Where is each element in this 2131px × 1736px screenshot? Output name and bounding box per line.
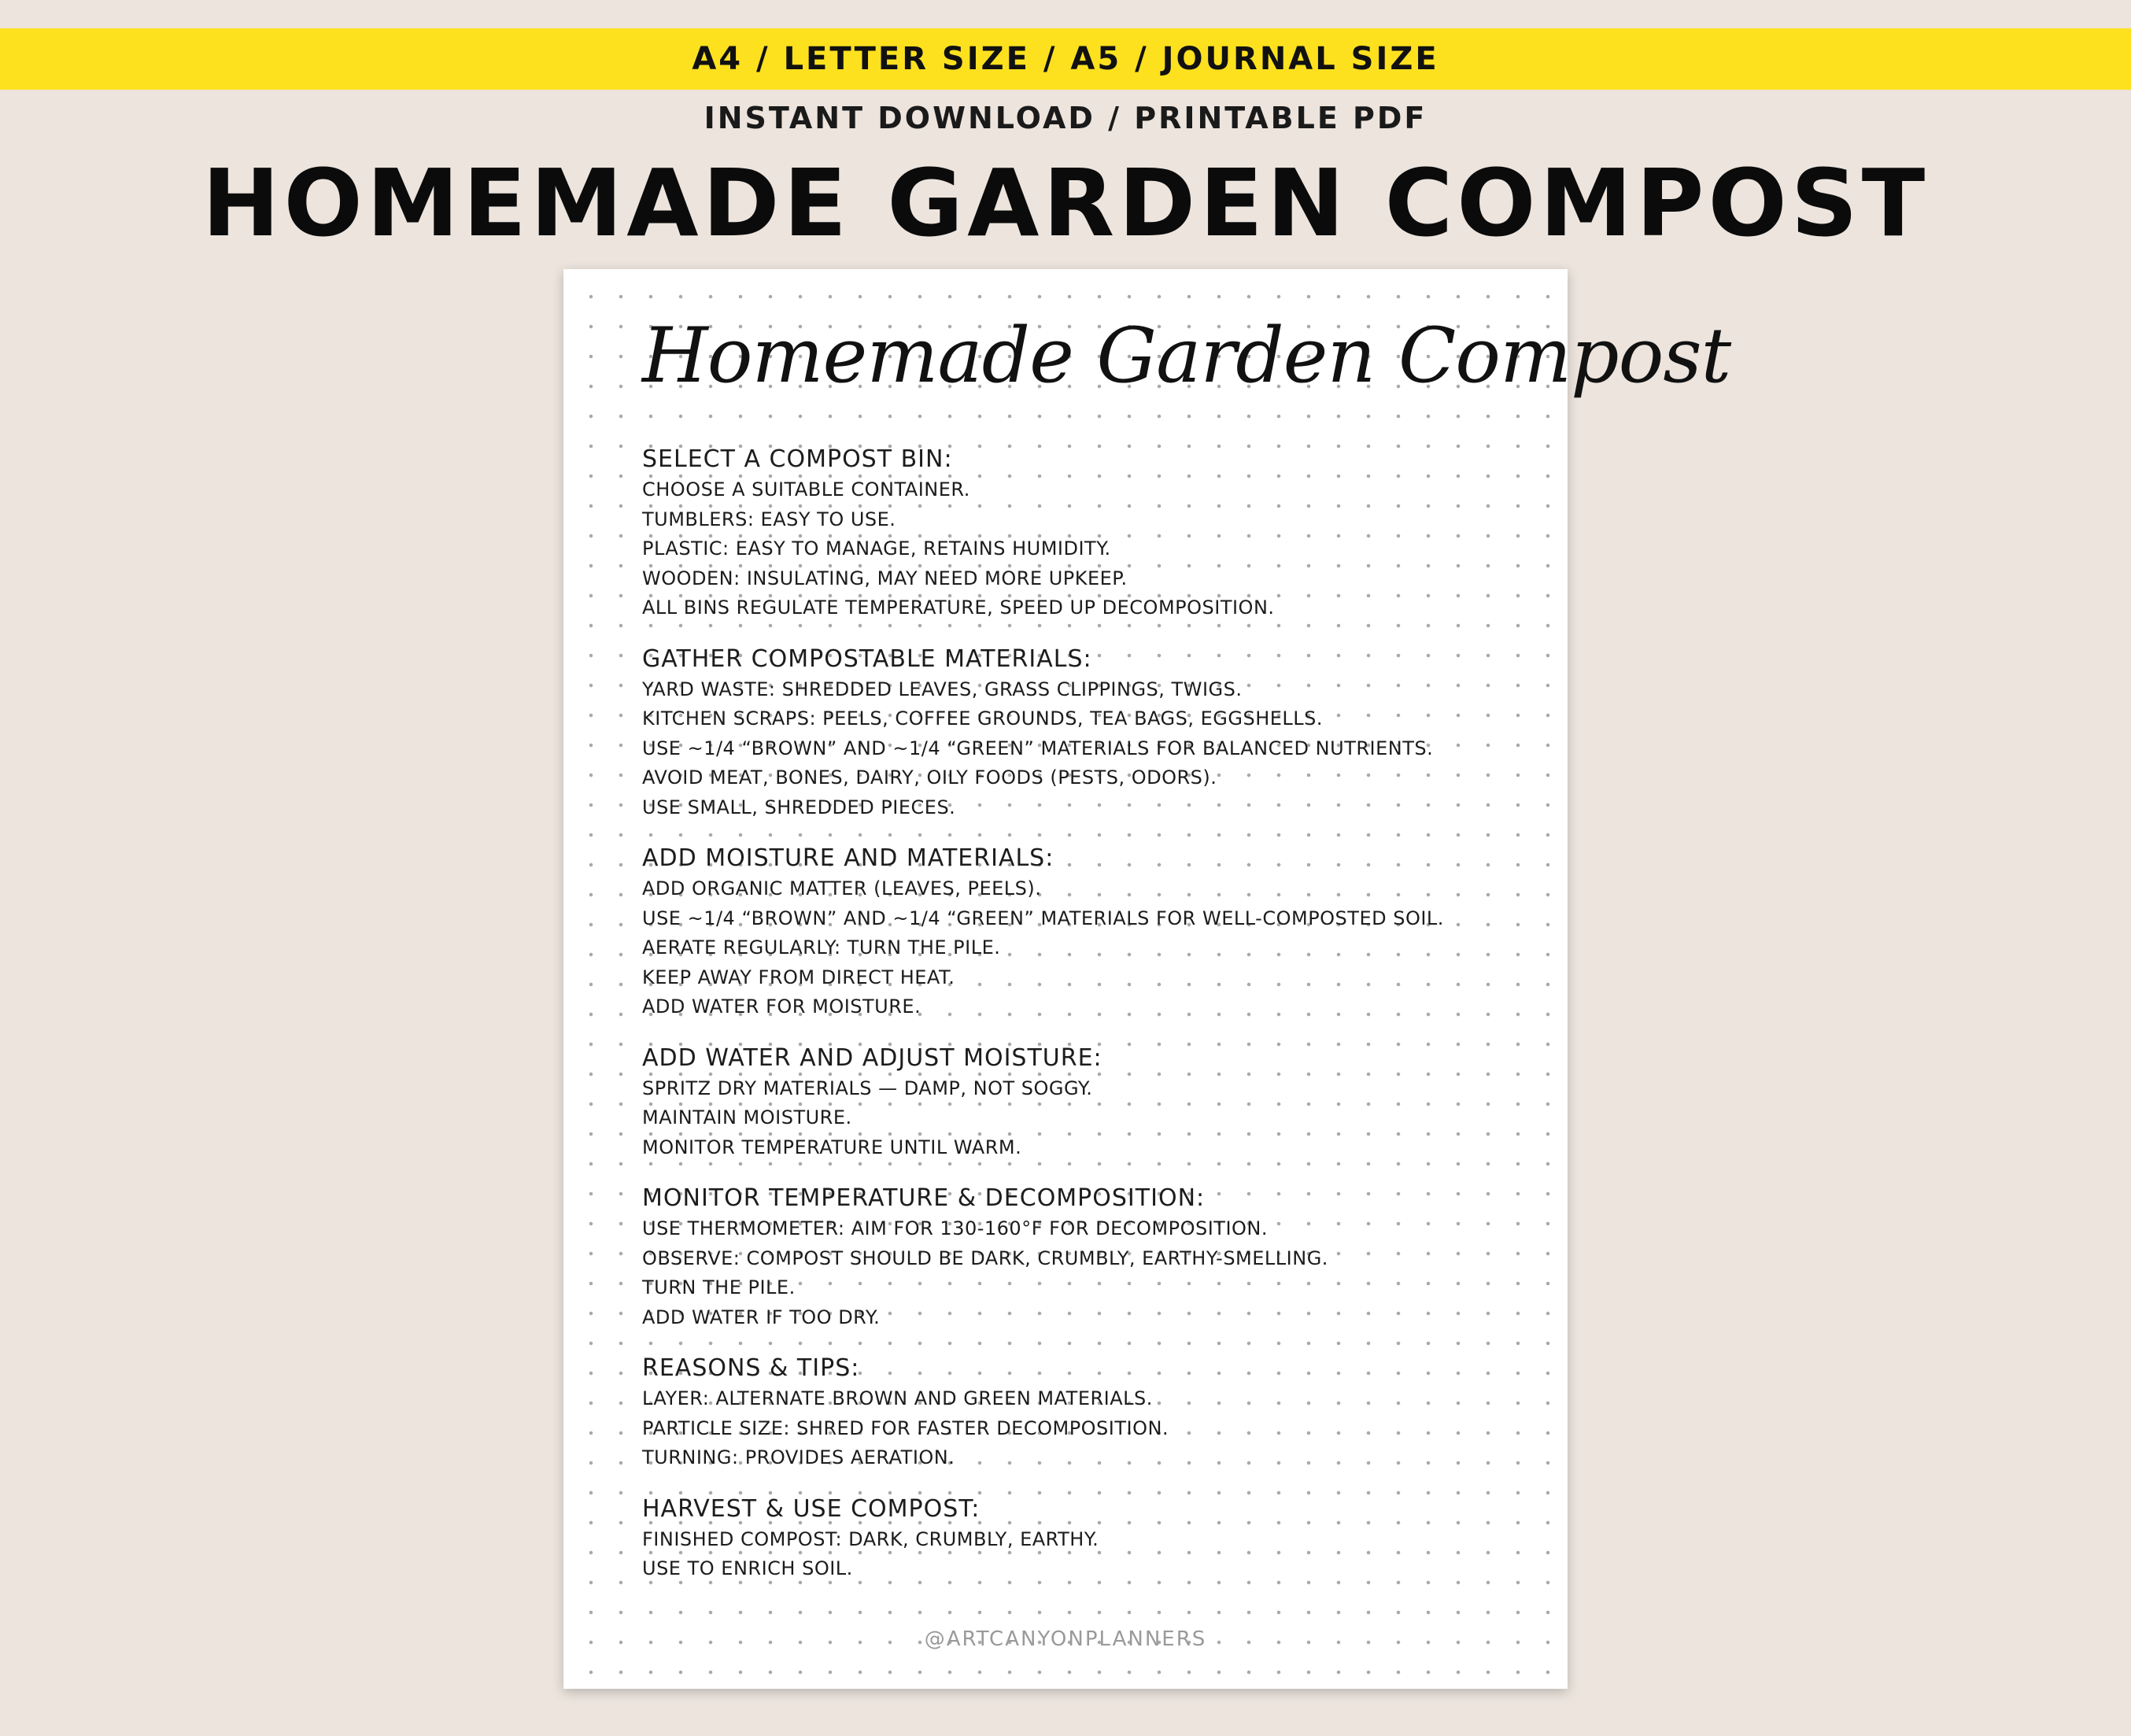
compost-section [642, 1043, 1523, 1163]
section-line: FINISHED COMPOST: DARK, CRUMBLY, EARTHY. [642, 1527, 1099, 1550]
section-line: ADD WATER IF TOO DRY. [642, 1306, 881, 1328]
section-heading: SELECT A COMPOST BIN: [642, 445, 953, 473]
download-subheading: INSTANT DOWNLOAD / PRINTABLE PDF [704, 101, 1427, 135]
section-line: PARTICLE SIZE: SHRED FOR FASTER DECOMPOSITION. [642, 1417, 1169, 1439]
section-line: USE ~1/4 “BROWN” AND ~1/4 “GREEN” MATERIALS FOR WELL-COMPOSTED SOIL. [642, 907, 1444, 929]
section-line: KITCHEN SCRAPS: PEELS, COFFEE GROUNDS, TEA BAGS, EGGSHELLS. [642, 707, 1324, 729]
compost-section [642, 1353, 1523, 1473]
section-line: TURN THE PILE. [642, 1276, 796, 1298]
section-line: LAYER: ALTERNATE BROWN AND GREEN MATERIALS. [642, 1387, 1153, 1409]
size-banner-text: A4 / LETTER SIZE / A5 / JOURNAL SIZE [692, 41, 1439, 77]
section-line: ADD ORGANIC MATTER (LEAVES, PEELS). [642, 877, 1042, 899]
compost-section [642, 843, 1523, 1022]
printable-sheet [563, 269, 1731, 1689]
section-heading: HARVEST & USE COMPOST: [642, 1494, 981, 1523]
compost-section [642, 444, 1523, 623]
section-line: MONITOR TEMPERATURE UNTIL WARM. [642, 1136, 1022, 1158]
section-line: USE ~1/4 “BROWN” AND ~1/4 “GREEN” MATERIALS FOR BALANCED NUTRIENTS. [642, 737, 1434, 759]
section-line: WOODEN: INSULATING, MAY NEED MORE UPKEEP. [642, 567, 1128, 589]
section-line: TUMBLERS: EASY TO USE. [642, 508, 896, 530]
section-heading: ADD WATER AND ADJUST MOISTURE: [642, 1043, 1102, 1072]
section-line: KEEP AWAY FROM DIRECT HEAT. [642, 966, 955, 988]
section-line: ALL BINS REGULATE TEMPERATURE, SPEED UP DECOMPOSITION. [642, 597, 1275, 619]
section-line: OBSERVE: COMPOST SHOULD BE DARK, CRUMBLY, EARTHY-SMELLING. [642, 1247, 1328, 1269]
section-line: SPRITZ DRY MATERIALS — DAMP, NOT SOGGY. [642, 1077, 1093, 1099]
section-line: YARD WASTE: SHREDDED LEAVES, GRASS CLIPPINGS, TWIGS. [642, 678, 1243, 700]
section-heading: MONITOR TEMPERATURE & DECOMPOSITION: [642, 1184, 1206, 1212]
section-line: TURNING: PROVIDES AERATION. [642, 1446, 955, 1468]
section-line: CHOOSE A SUITABLE CONTAINER. [642, 478, 970, 500]
section-line: MAINTAIN MOISTURE. [642, 1106, 852, 1128]
section-line: AERATE REGULARLY: TURN THE PILE. [642, 936, 1001, 958]
sheet-title: Homemade Garden Compost [642, 312, 1731, 400]
sheet-content [642, 444, 1523, 1605]
section-line: AVOID MEAT, BONES, DAIRY, OILY FOODS (PESTS, ODORS). [642, 766, 1217, 789]
section-heading: REASONS & TIPS: [642, 1354, 860, 1382]
compost-section [642, 1183, 1523, 1332]
section-line: USE SMALL, SHREDDED PIECES. [642, 796, 956, 818]
compost-section [642, 644, 1523, 823]
section-line: USE THERMOMETER: AIM FOR 130-160°F FOR DECOMPOSITION. [642, 1217, 1269, 1239]
watermark-handle: @ARTCANYONPLANNERS [924, 1627, 1207, 1651]
section-line: USE TO ENRICH SOIL. [642, 1557, 853, 1579]
section-heading: ADD MOISTURE AND MATERIALS: [642, 844, 1054, 872]
size-banner [0, 28, 2131, 90]
section-heading: GATHER COMPOSTABLE MATERIALS: [642, 645, 1092, 673]
compost-section [642, 1494, 1523, 1584]
section-line: PLASTIC: EASY TO MANAGE, RETAINS HUMIDITY. [642, 537, 1111, 560]
product-headline: HOMEMADE GARDEN COMPOST [201, 149, 1930, 257]
section-line: ADD WATER FOR MOISTURE. [642, 995, 921, 1018]
